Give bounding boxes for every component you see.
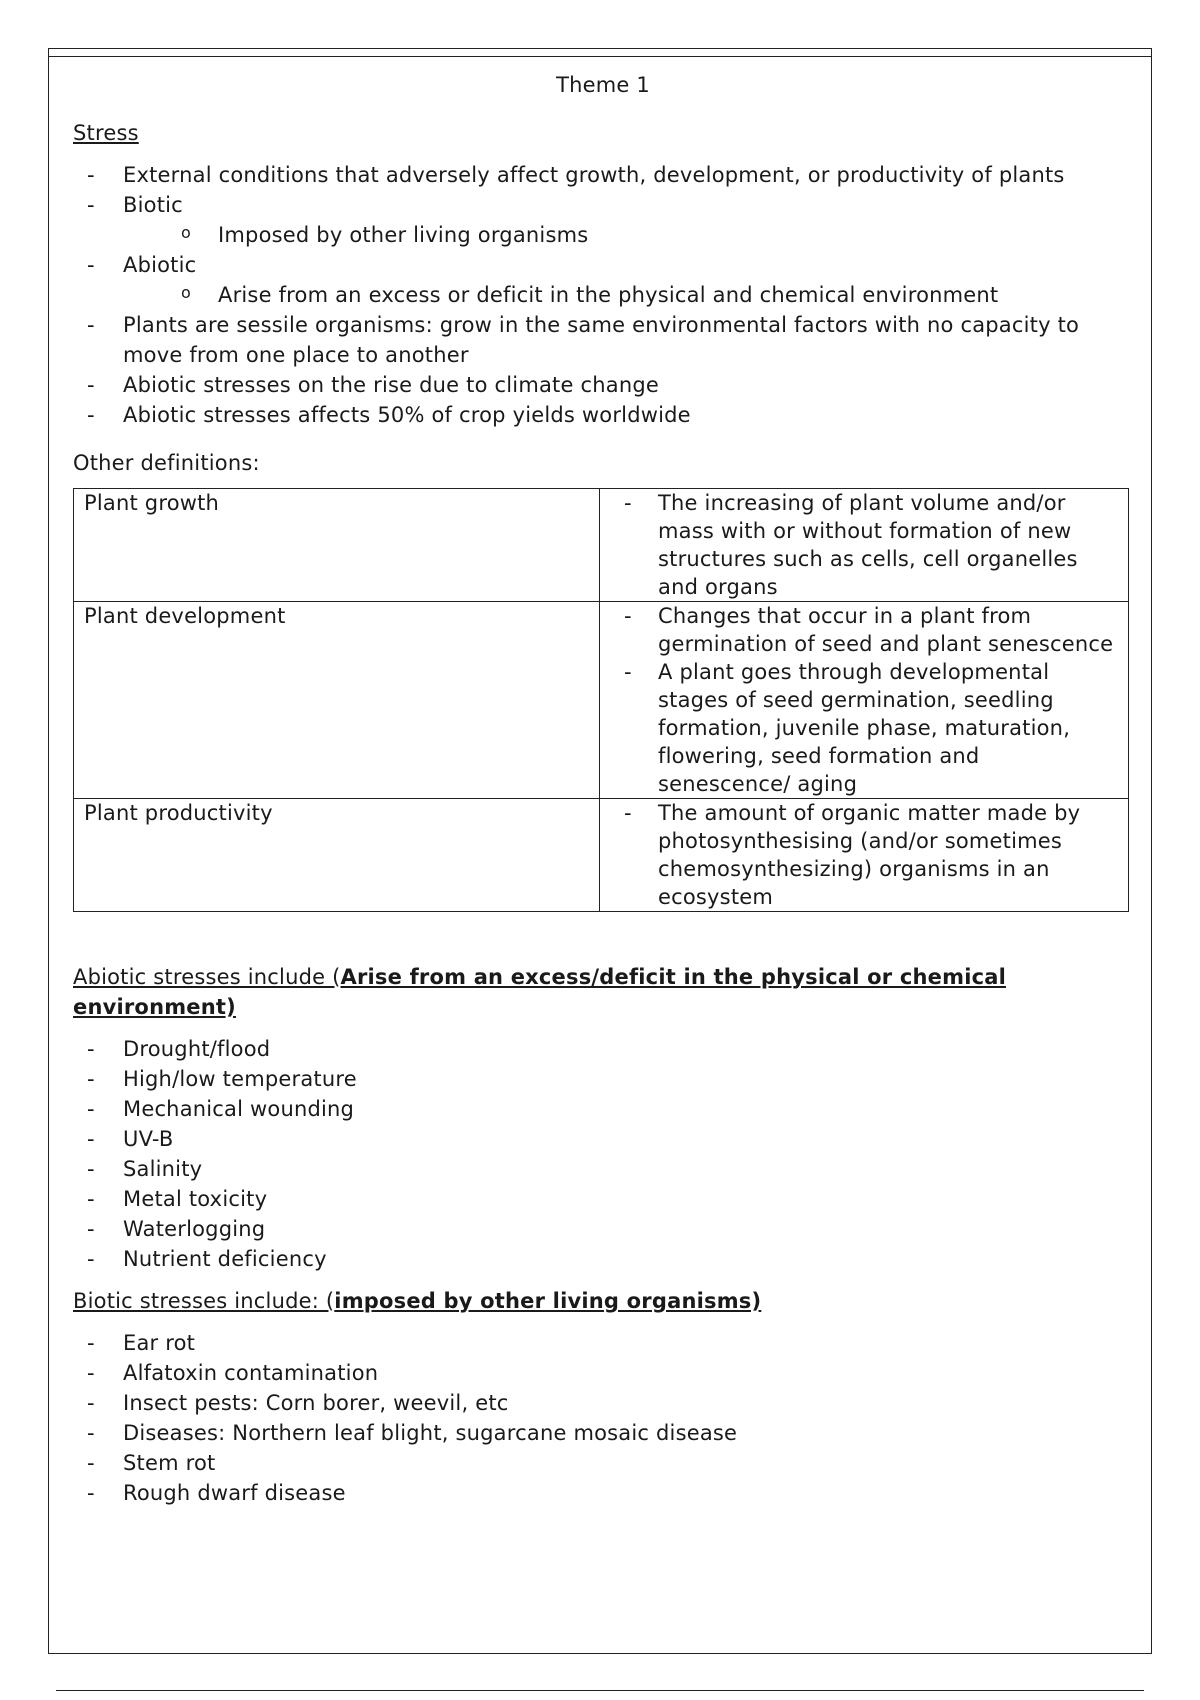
table-row bbox=[74, 489, 1129, 602]
list-item: - Ear rot bbox=[73, 1328, 1133, 1358]
definition-cell bbox=[600, 602, 1129, 799]
definition-point: - Changes that occur in a plant from germination of seed and plant senescence bbox=[610, 602, 1118, 658]
term-cell: Plant productivity bbox=[74, 799, 600, 912]
bottom-rule bbox=[56, 1690, 1144, 1691]
list-item: - Salinity bbox=[73, 1154, 1133, 1184]
abiotic-heading: Abiotic stresses include (Arise from an excess/deficit in the physical or chemical environment) bbox=[73, 965, 1007, 1019]
list-item: - UV-B bbox=[73, 1124, 1133, 1154]
stress-list bbox=[73, 160, 1133, 430]
sub-list-item: o Arise from an excess or deficit in the physical and chemical environment bbox=[73, 280, 1133, 310]
list-item: - Abiotic stresses affects 50% of crop yields worldwide bbox=[73, 400, 1133, 430]
definition-cell bbox=[600, 799, 1129, 912]
list-item: - External conditions that adversely affect growth, development, or productivity of plants bbox=[73, 160, 1133, 190]
document-body bbox=[73, 70, 1133, 1520]
list-item: - Insect pests: Corn borer, weevil, etc bbox=[73, 1388, 1133, 1418]
definition-point: - The amount of organic matter made by photosynthesising (and/or sometimes chemosynthesizing) organisms in an ecosystem bbox=[610, 799, 1118, 911]
definitions-table bbox=[73, 488, 1129, 912]
list-item: - Nutrient deficiency bbox=[73, 1244, 1133, 1274]
list-item: - Waterlogging bbox=[73, 1214, 1133, 1244]
sub-list-item: o Imposed by other living organisms bbox=[73, 220, 1133, 250]
definition-cell bbox=[600, 489, 1129, 602]
page-title: Theme 1 bbox=[556, 73, 650, 97]
abiotic-list bbox=[73, 1034, 1133, 1274]
other-definitions-label: Other definitions: bbox=[73, 451, 260, 475]
list-item: - Plants are sessile organisms: grow in the same environmental factors with no capacity to move from one place to another bbox=[73, 310, 1133, 370]
list-item: - Mechanical wounding bbox=[73, 1094, 1133, 1124]
list-item: - Abiotic stresses on the rise due to climate change bbox=[73, 370, 1133, 400]
list-item: - Rough dwarf disease bbox=[73, 1478, 1133, 1508]
definition-point: - A plant goes through developmental stages of seed germination, seedling formation, juvenile phase, maturation, flowering, seed formation and senescence/ aging bbox=[610, 658, 1118, 798]
list-item: - Diseases: Northern leaf blight, sugarcane mosaic disease bbox=[73, 1418, 1133, 1448]
term-cell: Plant growth bbox=[74, 489, 600, 602]
list-item: - Abiotic o Arise from an excess or deficit in the physical and chemical environment bbox=[73, 250, 1133, 310]
list-item: - Drought/flood bbox=[73, 1034, 1133, 1064]
top-rule bbox=[48, 56, 1152, 57]
definition-point: - The increasing of plant volume and/or mass with or without formation of new structures such as cells, cell organelles and organs bbox=[610, 489, 1118, 601]
list-item: - Alfatoxin contamination bbox=[73, 1358, 1133, 1388]
biotic-heading: Biotic stresses include: (imposed by other living organisms) bbox=[73, 1289, 762, 1313]
list-item: - Biotic o Imposed by other living organisms bbox=[73, 190, 1133, 250]
table-row bbox=[74, 602, 1129, 799]
list-item: - High/low temperature bbox=[73, 1064, 1133, 1094]
list-item: - Metal toxicity bbox=[73, 1184, 1133, 1214]
list-item: - Stem rot bbox=[73, 1448, 1133, 1478]
table-row bbox=[74, 799, 1129, 912]
term-cell: Plant development bbox=[74, 602, 600, 799]
biotic-list bbox=[73, 1328, 1133, 1508]
stress-heading: Stress bbox=[73, 121, 139, 145]
